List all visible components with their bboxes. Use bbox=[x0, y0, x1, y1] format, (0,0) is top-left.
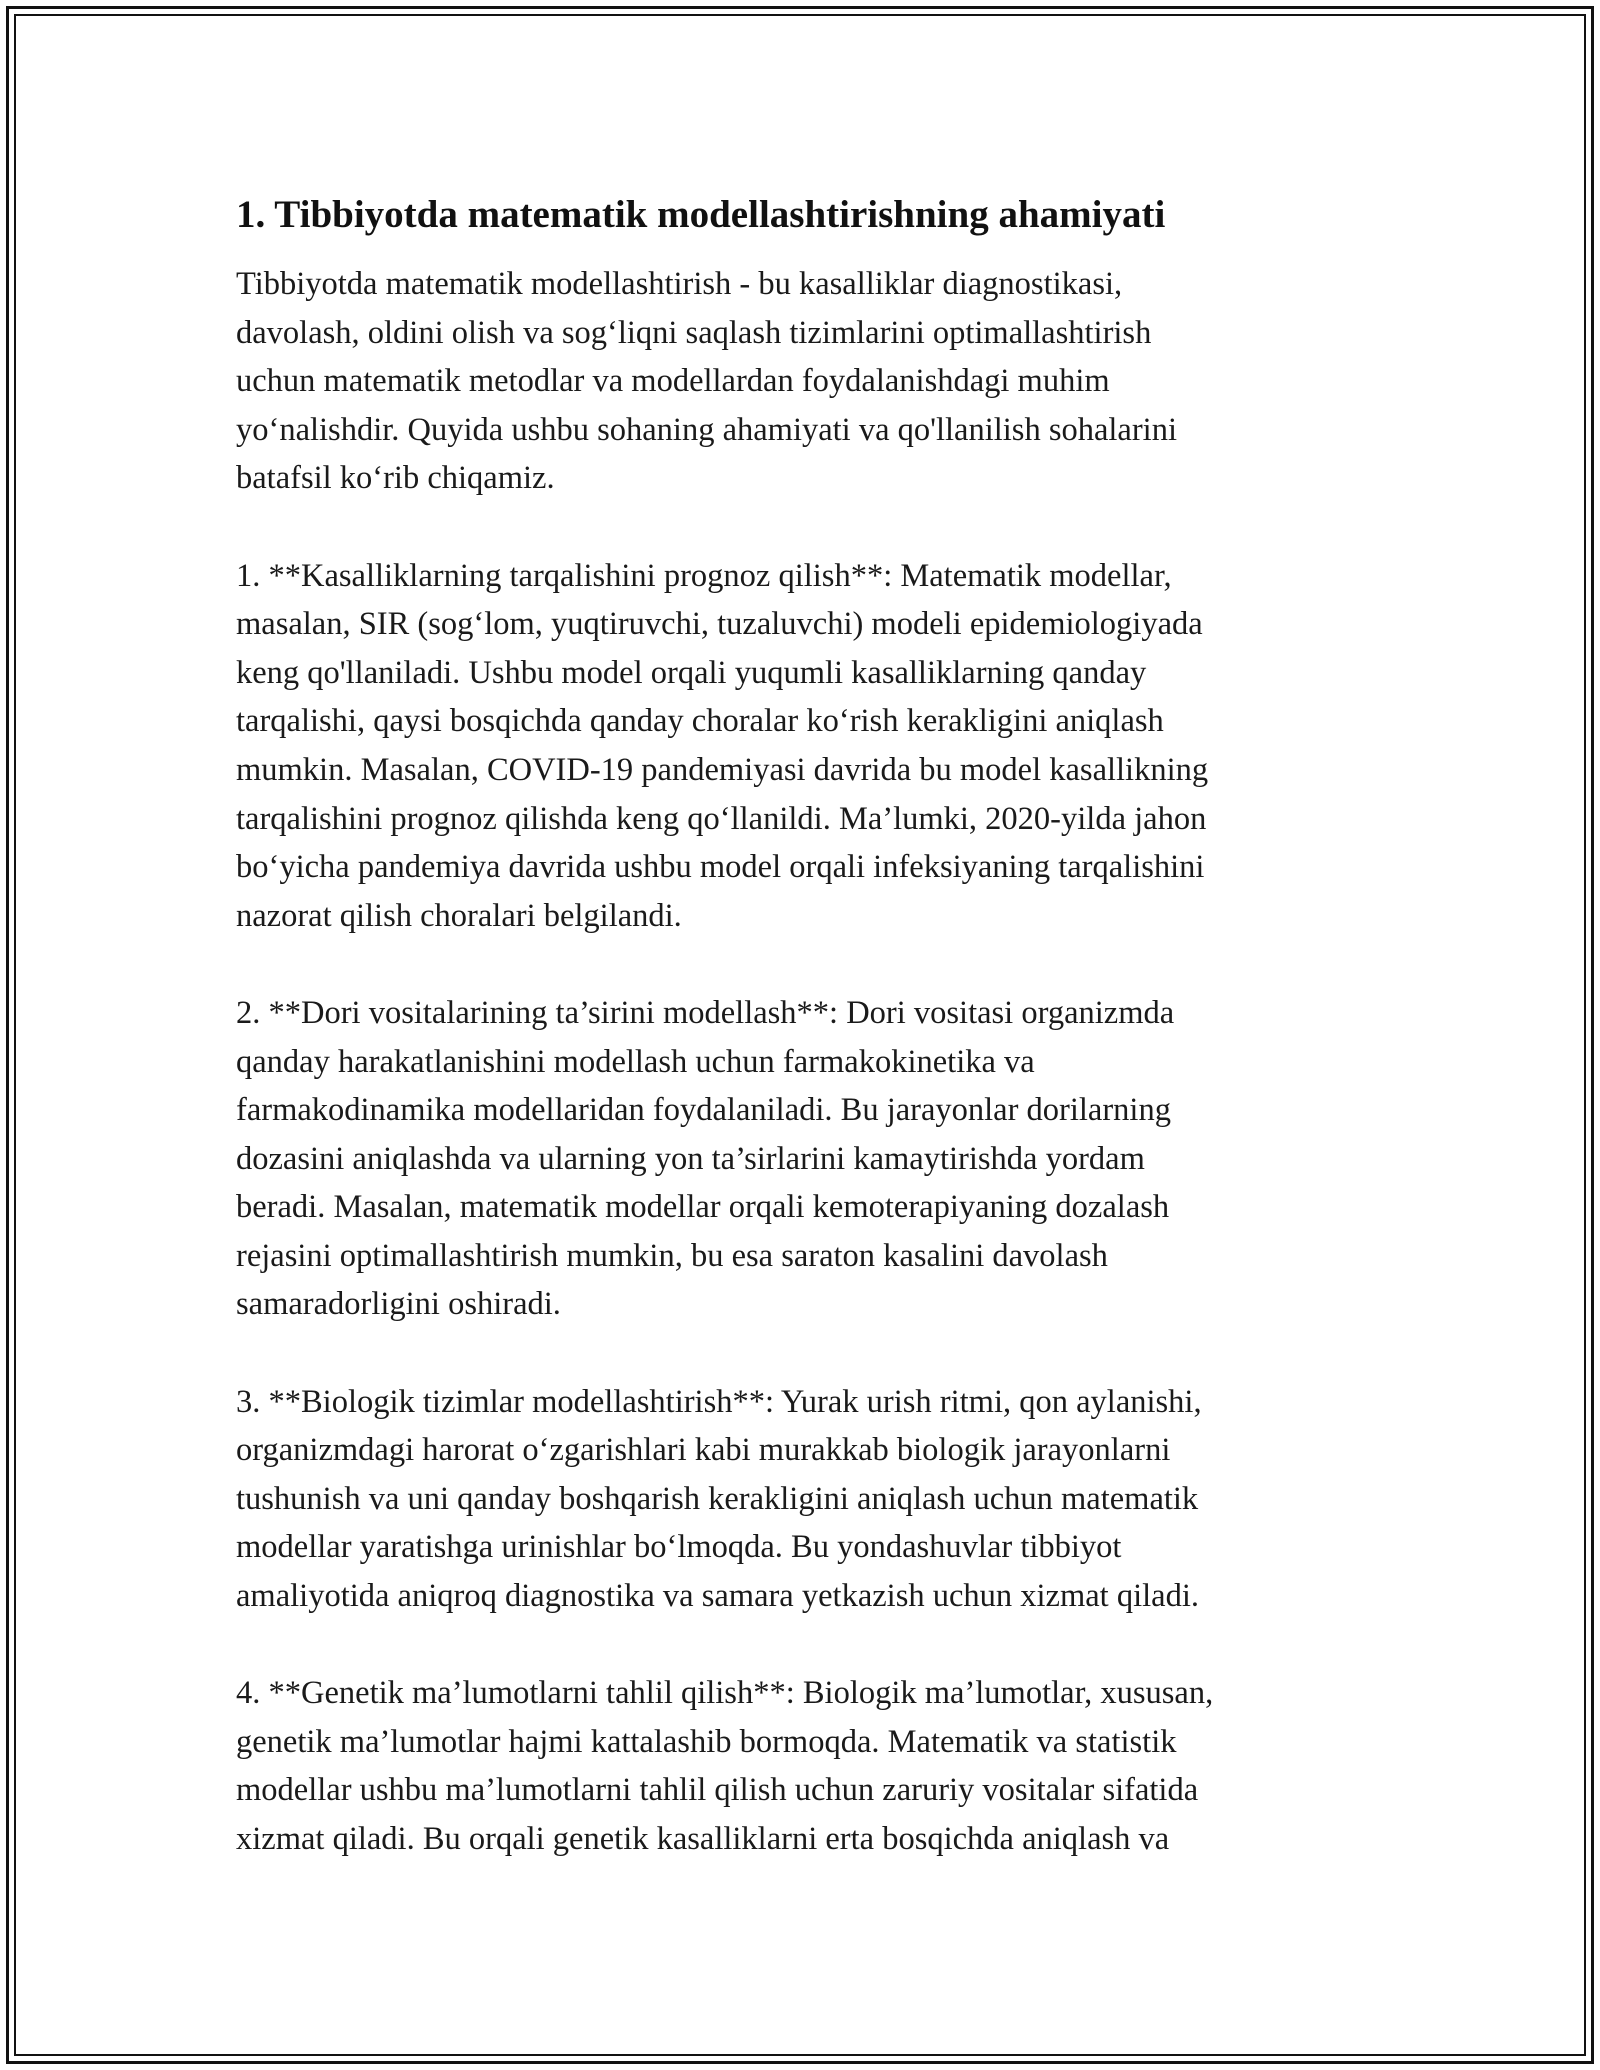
document-title: 1. Tibbiyotda matematik modellashtirishning ahamiyati bbox=[236, 193, 1166, 236]
document-page bbox=[236, 186, 1366, 1912]
paragraph-drug-modeling: 2. **Dori vositalarining ta’sirini modellash**: Dori vositasi organizmda qanday harakatlanishini modellash uchun farmakokinetika va farmakodinamika modellaridan foydalaniladi. Bu jarayonlar dorilarning dozasini aniqlashda va ularning yon ta’sirlarini kamaytirishda yordam beradi. Masalan, matematik modellar orqali kemoterapiyaning dozalash rejasini optimallashtirish mumkin, bu esa saraton kasalini davolash samaradorligini oshiradi. bbox=[236, 994, 1175, 1323]
paragraph-biological-systems: 3. **Biologik tizimlar modellashtirish**: Yurak urish ritmi, qon aylanishi, organizmdagi harorat o‘zgarishlari kabi murakkab biologik jarayonlarni tushunish va uni qanday boshqarish kerakligini aniqlash uchun matematik modellar yaratishga urinishlar bo‘lmoqda. Bu yondashuvlar tibbiyot amaliyotida aniqroq diagnostika va samara yetkazish uchun xizmat qiladi. bbox=[236, 1383, 1202, 1615]
paragraph-genetic-data: 4. **Genetik ma’lumotlarni tahlil qilish**: Biologik ma’lumotlar, xususan, genetik ma’lumotlar hajmi kattalashib bormoqda. Matematik va statistik modellar ushbu ma’lumotlarni tahlil qilish uchun zaruriy vositalar sifatida xizmat qiladi. Bu orqali genetik kasalliklarni erta bosqichda aniqlash va bbox=[236, 1675, 1214, 1857]
intro-paragraph: Tibbiyotda matematik modellashtirish - bu kasalliklar diagnostikasi, davolash, oldini olish va sog‘liqni saqlash tizimlarini optimallashtirish uchun matematik metodlar va modellardan foydalanishdagi muhim yo‘nalishdir. Quyida ushbu sohaning ahamiyati va qo'llanilish sohalarini batafsil ko‘rib chiqamiz. bbox=[236, 266, 1177, 497]
paragraph-disease-spread: 1. **Kasalliklarning tarqalishini prognoz qilish**: Matematik modellar, masalan, SIR (sog‘lom, yuqtiruvchi, tuzaluvchi) modeli epidemiologiyada keng qo'llaniladi. Ushbu model orqali yuqumli kasalliklarning qanday tarqalishi, qaysi bosqichda qanday choralar ko‘rish kerakligini aniqlash mumkin. Masalan, COVID-19 pandemiyasi davrida bu model kasallikning tarqalishini prognoz qilishda keng qo‘llanildi. Ma’lumki, 2020-yilda jahon bo‘yicha pandemiya davrida ushbu model orqali infeksiyaning tarqalishini nazorat qilish choralari belgilandi. bbox=[236, 557, 1209, 934]
